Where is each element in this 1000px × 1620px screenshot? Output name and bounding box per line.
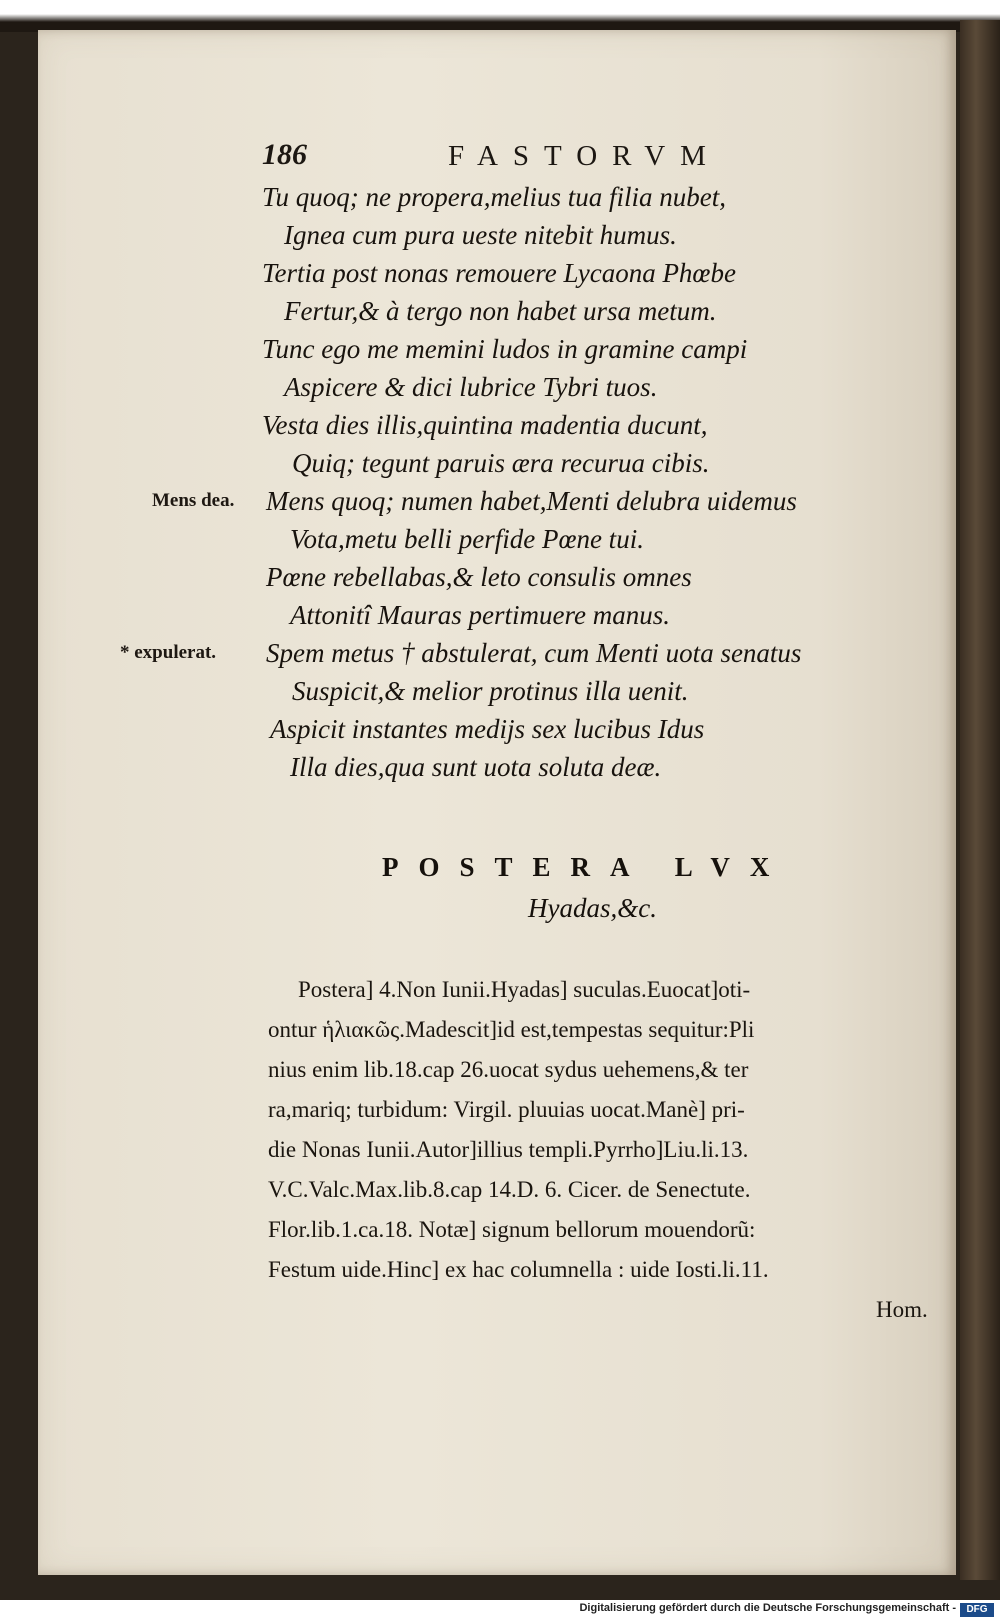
verse-line: Attonitî Mauras pertimuere manus. [290, 600, 670, 630]
commentary-line: Flor.lib.1.ca.18. Notæ] signum bellorum mouendorũ: [268, 1217, 756, 1242]
verse-line: Quiq; tegunt paruis æra recurua cibis. [292, 448, 710, 478]
section-title: POSTERA LVX [382, 852, 790, 882]
margin-note-expulerat: * expulerat. [120, 642, 217, 663]
commentary-line: Festum uide.Hinc] ex hac columnella : uide Iosti.li.11. [268, 1257, 769, 1282]
book-edge-top [0, 0, 1000, 32]
running-title: FASTORVM [448, 140, 721, 172]
commentary-line: Postera] 4.Non Iunii.Hyadas] suculas.Euocat]oti- [298, 977, 751, 1002]
digitization-credit: Digitalisierung gefördert durch die Deutsche Forschungsgemeinschaft - [579, 1602, 956, 1614]
verse-line: Tu quoq; ne propera,melius tua filia nubet, [262, 182, 726, 212]
verse-line: Suspicit,& melior protinus illa uenit. [292, 676, 689, 706]
verse-line: Tertia post nonas remouere Lycaona Phœbe [262, 258, 736, 288]
verse-line: Spem metus † abstulerat, cum Menti uota senatus [266, 638, 802, 668]
verse-line: Fertur,& à tergo non habet ursa metum. [284, 296, 717, 326]
page-number: 186 [262, 138, 307, 171]
verse-line: Aspicere & dici lubrice Tybri tuos. [284, 372, 658, 402]
verse-line: Vota,metu belli perfide Pœne tui. [290, 524, 644, 554]
commentary-line: die Nonas Iunii.Autor]illius templi.Pyrrho]Liu.li.13. [268, 1137, 749, 1162]
verse-line: Mens quoq; numen habet,Menti delubra uidemus [266, 486, 797, 516]
verse-line: Aspicit instantes medijs sex lucibus Idus [270, 714, 705, 744]
book-edge-right [960, 20, 1000, 1580]
commentary-line: ontur ἡλιακῶς.Madescit]id est,tempestas sequitur:Pli [268, 1017, 755, 1042]
commentary-line: Hom. [876, 1297, 928, 1322]
verse-line: Pœne rebellabas,& leto consulis omnes [266, 562, 692, 592]
dfg-logo: DFG [960, 1603, 994, 1617]
commentary-line: ra,mariq; turbidum: Virgil. pluuias uocat.Manè] pri- [268, 1097, 745, 1122]
commentary-line: V.C.Valc.Max.lib.8.cap 14.D. 6. Cicer. de Senectute. [268, 1177, 751, 1202]
page-header [0, 138, 1000, 178]
section-subtitle: Hyadas,&c. [528, 893, 657, 923]
verse-line: Tunc ego me memini ludos in gramine campi [262, 334, 748, 364]
margin-note-mens-dea: Mens dea. [152, 490, 235, 511]
verse-line: Illa dies,qua sunt uota soluta deæ. [290, 752, 662, 782]
commentary-line: nius enim lib.18.cap 26.uocat sydus uehemens,& ter [268, 1057, 749, 1082]
verse-line: Vesta dies illis,quintina madentia ducunt, [262, 410, 708, 440]
verse-line: Ignea cum pura ueste nitebit humus. [284, 220, 677, 250]
